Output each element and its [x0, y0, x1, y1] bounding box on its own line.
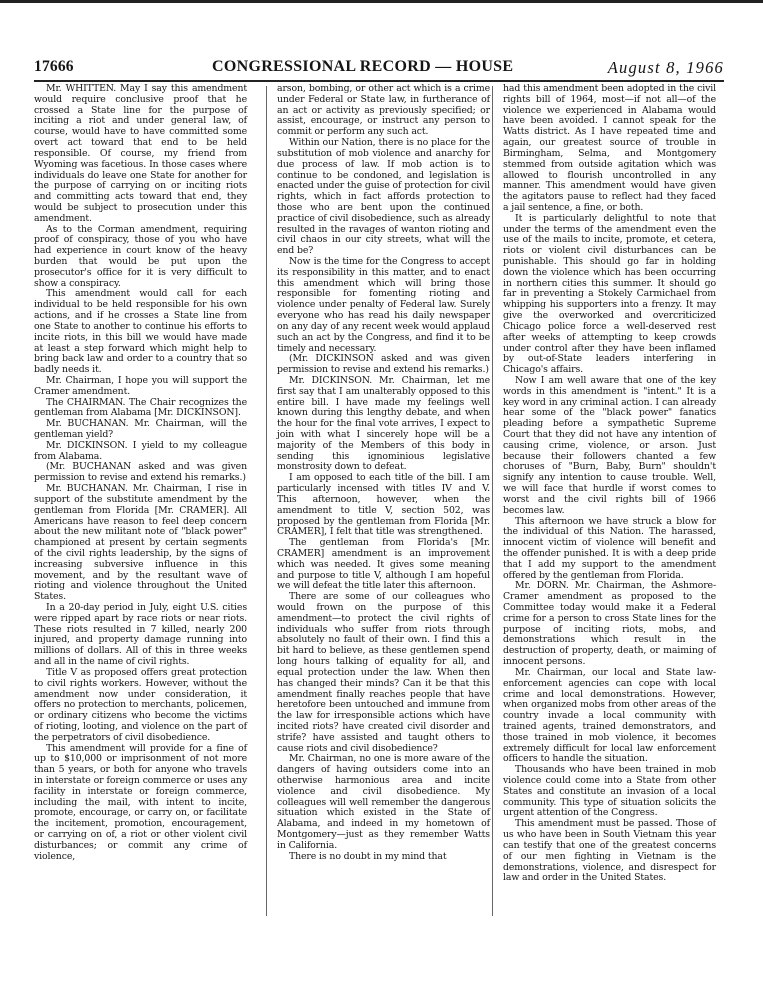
column-divider-2: [492, 86, 493, 916]
paragraph: This afternoon we have struck a blow for the individual of this Nation. The harassed, innocent victim of violence will benefit and the offender punished. It is with a deep pride that I add my support to the amendment offered by the gentleman from Florida.: [503, 515, 716, 581]
paragraph: Within our Nation, there is no place for the substitution of mob violence and anarchy for due process of law. If mob action is to continue to be condoned, and legislation is enacted under the guise of protection for civil rights, which in fact affords protection to those who are bent upon the continued practice of civil disobedience, such as already resulted in the ravages of wanton rioting and civil chaos in our city streets, what will the end be?: [277, 137, 490, 257]
column-divider-1: [266, 86, 267, 916]
page-header: [34, 58, 724, 82]
paragraph: Mr. Chairman, I hope you will support the Cramer amendment.: [34, 374, 247, 397]
paragraph: Mr. DICKINSON. I yield to my colleague from Alabama.: [34, 439, 247, 462]
publication-title: CONGRESSIONAL RECORD — HOUSE: [212, 58, 514, 75]
header-rule: [34, 80, 724, 82]
page-number: 17666: [34, 58, 74, 75]
paragraph: This amendment would call for each individual to be held responsible for his own actions, and if he crosses a State line from one State to another to continue his efforts to incite riots, in this bill we would have made at least a step forward which might help to bring back law and order to a country that so badly needs it.: [34, 288, 247, 376]
paragraph: Mr. Chairman, our local and State law-enforcement agencies can cope with local crime and local demonstrations. However, when organized mobs from other areas of the country invade a local community with trained agents, trained demonstrators, and those trained in mob violence, it becomes extremely difficult for local law enforcement officers to handle the situation.: [503, 666, 716, 765]
paragraph: In a 20-day period in July, eight U.S. cities were ripped apart by race riots or near riots. These riots resulted in 7 killed, nearly 200 injured, and property damage running into millions of dollars. All of this in three weeks and all in the name of civil rights.: [34, 602, 247, 668]
paragraph: Title V as proposed offers great protection to civil rights workers. However, without the amendment now under consideration, it offers no protection to merchants, policemen, or ordinary citizens who become the victims of rioting, looting, and violence on the part of the perpetrators of civil disobedience.: [34, 666, 247, 743]
paragraph: The CHAIRMAN. The Chair recognizes the gentleman from Alabama [Mr. DICKINSON].: [34, 396, 247, 419]
paragraph: Mr. WHITTEN. May I say this amendment would require conclusive proof that he crossed a State line for the purpose of inciting a riot and under general law, of course, would have to have committed some overt act toward that end to be held responsible. Of course, my friend from Wyoming was facetious. In those cases where individuals do leave one State for another for the purpose of carrying on or inciting riots and committing acts toward that end, they would be subject to prosecution under this amendment.: [34, 83, 247, 224]
paragraph: arson, bombing, or other act which is a crime under Federal or State law, in furtherance of an act or activity as previously specified; or assist, encourage, or instruct any person to commit or perform any such act.: [277, 83, 490, 138]
paragraph: There is no doubt in my mind that: [289, 850, 447, 862]
paragraph: Mr. BUCHANAN. Mr. Chairman, I rise in support of the substitute amendment by the gentleman from Florida [Mr. CRAMER]. All Americans have reason to feel deep concern about the new militant note of "black power" championed at present by certain segments of the civil rights leadership, by the signs of increasing subversive influence in this movement, and by the resultant wave of rioting and violence throughout the United States.: [34, 483, 247, 603]
paragraph: Mr. DICKINSON. Mr. Chairman, let me first say that I am unalterably opposed to this entire bill. I have made my feelings well known during this lengthy debate, and when the hour for the final vote arrives, I expect to join with what I sincerely hope will be a majority of the Members of this body in sending this ignominious legislative monstrosity down to defeat.: [277, 374, 490, 473]
paragraph: Mr. Chairman, no one is more aware of the dangers of having outsiders come into an otherwise harmonious area and incite violence and civil disobedience. My colleagues will well remember the dangerous situation which existed in the State of Alabama, and indeed in my hometown of Montgomery—just as they remember Watts in California.: [277, 753, 490, 851]
paragraph: It is particularly delightful to note that under the terms of the amendment even the use of the mails to incite, promote, et cetera, riots or violent civil disturbances can be punishable. This should go far in holding down the violence which has been occurring in northern cities this summer. It should go far in preventing a Stokely Carmichael from whipping his supporters into a frenzy. It may give the overworked and overcriticized Chicago police force a well-deserved rest after weeks of attempting to keep crowds under control after they have been inflamed by out-of-State leaders interfering in Chicago's affairs.: [503, 212, 716, 376]
paragraph: (Mr. DICKINSON asked and was given permission to revise and extend his remarks.): [277, 353, 490, 376]
paragraph: had this amendment been adopted in the civil rights bill of 1964, most—if not all—of the violence we experienced in Alabama would have been avoided. I cannot speak for the Watts district. As I have repeated time and again, our greatest source of trouble in Birmingham, Selma, and Montgomery stemmed from outside agitation which was allowed to flourish uncontrolled in any manner. This amendment would have given the agitators pause to reflect had they faced a jail sentence, a fine, or both.: [503, 83, 716, 213]
paragraph: (Mr. BUCHANAN asked and was given permission to revise and extend his remarks.): [34, 461, 247, 484]
paragraph: Thousands who have been trained in mob violence could come into a State from other States and constitute an invasion of a local community. This type of situation solicits the urgent attention of the Congress.: [503, 764, 716, 819]
paragraph: I am opposed to each title of the bill. I am particularly incensed with titles IV and V. This afternoon, however, when the amendment to title V, section 502, was proposed by the gentleman from Florida [Mr. CRAMER], I felt that title was strengthened.: [277, 472, 490, 538]
paragraph: Mr. DORN. Mr. Chairman, the Ashmore-Cramer amendment as proposed to the Committee today would make it a Federal crime for a person to cross State lines for the purpose of inciting riots, mobs, and demonstrations which result in the destruction of property, death, or maiming of innocent persons.: [503, 580, 716, 668]
paragraph: Mr. BUCHANAN. Mr. Chairman, will the gentleman yield?: [34, 418, 247, 440]
paragraph: This amendment will provide for a fine of up to $10,000 or imprisonment of not more than 5 years, or both for anyone who travels in interstate or foreign commerce or uses any facility in interstate or foreign commerce, including the mail, with intent to incite, promote, encourage, or carry on, or facilitate the incitement, promotion, encouragement, or carrying on of, a riot or other violent civil disturbances; or commit any crime of violence,: [34, 742, 247, 862]
page-top-edge: [0, 0, 763, 3]
text-column-1: [34, 84, 247, 863]
paragraph: The gentleman from Florida's [Mr. CRAMER] amendment is an improvement which was needed. It gives some meaning and purpose to title V, although I am hopeful we will defeat the title later this afternoon.: [277, 537, 490, 592]
paragraph: There are some of our colleagues who would frown on the purpose of this amendment—to protect the civil rights of individuals who suffer from riots through absolutely no fault of their own. I find this a bit hard to believe, as these gentlemen spend long hours talking of equality for all, and equal protection under the law. When then has changed their minds? Can it be that this amendment finally reaches people that have heretofore been untouched and immune from the law for irresponsible actions which have incited riots? have created civil disorder and strife? have assisted and taught others to cause riots and civil disobedience?: [277, 591, 490, 754]
paragraph: This amendment must be passed. Those of us who have been in South Vietnam this year can testify that one of the greatest concerns of our men fighting in Vietnam is the demonstrations, violence, and disrespect for law and order in the United States.: [503, 818, 716, 884]
paragraph: Now is the time for the Congress to accept its responsibility in this matter, and to enact this amendment which will bring those responsible for fomenting rioting and violence under penalty of Federal law. Surely everyone who has read his daily newspaper on any day of any recent week would applaud such an act by the Congress, and find it to be timely and necessary.: [277, 256, 490, 354]
issue-date: August 8, 1966: [607, 58, 724, 77]
text-column-3: [503, 84, 716, 884]
text-column-2: [277, 84, 490, 863]
paragraph: As to the Corman amendment, requiring proof of conspiracy, those of you who have had experience in court know of the heavy burden that would be put upon the prosecutor's office for it is very difficult to show a conspiracy.: [34, 223, 247, 289]
paragraph: Now I am well aware that one of the key words in this amendment is "intent." It is a key word in any criminal action. I can already hear some of the "black power" fanatics pleading before a sympathetic Supreme Court that they did not have any intention of causing crime, violence, or arson. Just because their followers chanted a few choruses of "Burn, Baby, Burn" shouldn't signify any intention to cause trouble. Well, we will face that hurdle if worst comes to worst and the civil rights bill of 1966 becomes law.: [503, 374, 716, 516]
